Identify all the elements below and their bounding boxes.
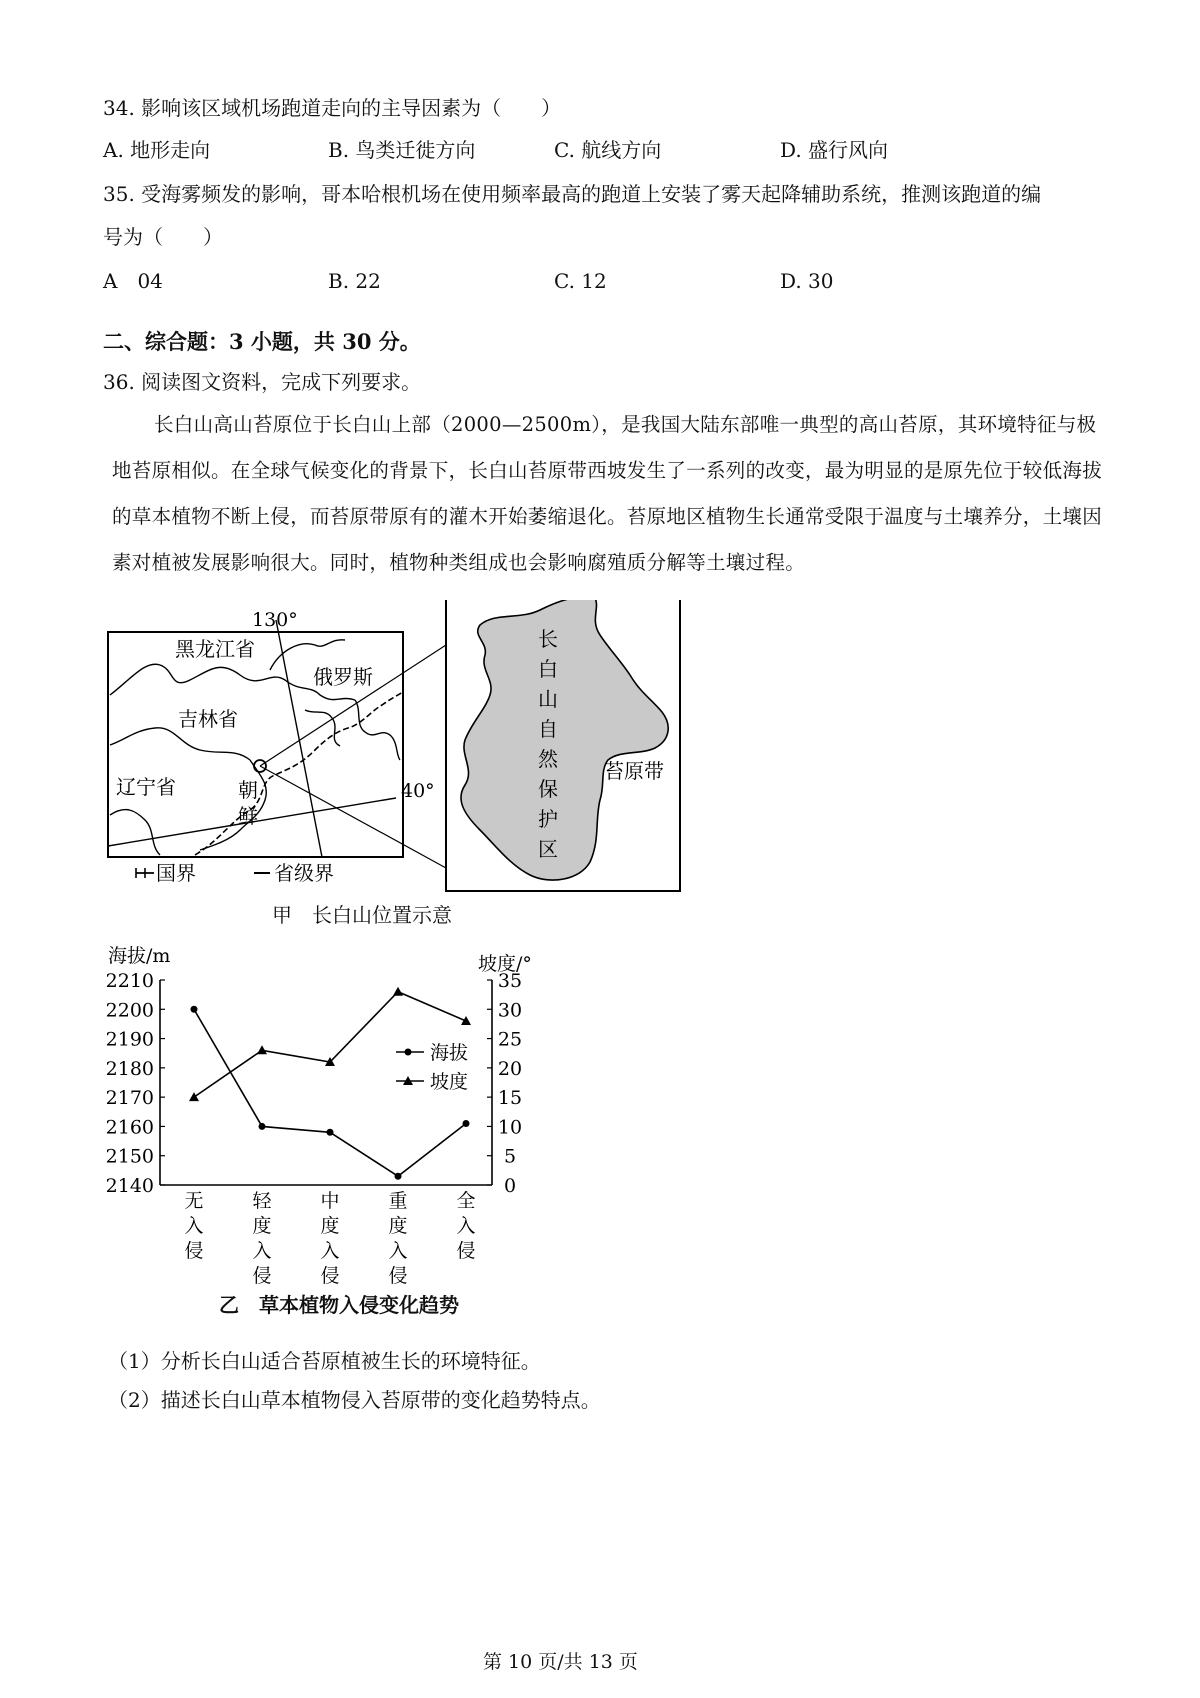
invasion-chart <box>100 940 560 1320</box>
page-footer: 第 10 页/共 13 页 <box>483 1651 638 1673</box>
section-title: 二、综合题：3 小题，共 30 分。 <box>103 329 421 354</box>
right-tick-label: 10 <box>497 1116 523 1139</box>
series-line-circle <box>194 1009 469 1176</box>
category-label: 侵 <box>184 1240 204 1262</box>
right-tick-label: 25 <box>497 1028 523 1051</box>
series-line-triangle <box>194 992 469 1097</box>
point-slope <box>461 1016 471 1025</box>
svg-text:长: 长 <box>538 627 558 651</box>
category-label: 侵 <box>252 1265 272 1287</box>
svg-text:区: 区 <box>538 837 558 861</box>
category-label: 侵 <box>388 1265 408 1287</box>
right-tick-label: 20 <box>497 1057 523 1080</box>
chart-caption: 乙 草本植物入侵变化趋势 <box>219 1293 459 1317</box>
location-map <box>100 600 700 930</box>
left-tick-label: 2160 <box>105 1116 154 1139</box>
q34-stem: 34. 影响该区域机场跑道走向的主导因素为（ ） <box>103 96 562 120</box>
q35-option-b: B. 22 <box>328 269 381 293</box>
map-caption: 甲 长白山位置示意 <box>272 903 452 927</box>
legend-province: 省级界 <box>274 861 334 885</box>
left-tick-label: 2190 <box>105 1028 154 1051</box>
right-tick-label: 0 <box>503 1175 517 1197</box>
right-tick-label: 30 <box>497 999 523 1022</box>
category-label: 侵 <box>456 1240 476 1262</box>
q36-stem: 36. 阅读图文资料，完成下列要求。 <box>103 370 422 394</box>
right-axis-label: 坡度/° <box>478 953 532 975</box>
left-tick-label: 2140 <box>105 1175 154 1197</box>
region-korea-2: 鲜 <box>238 804 258 828</box>
q36-paragraph: 长白山高山苔原位于长白山上部（2000—2500m），是我国大陆东部唯一典型的高山苔原，其环境特征与极地苔原相似。在全球气候变化的背景下，长白山苔原带西坡发生了一系列的改变，最为明显的是原先位于较低海拔的草本植物不断上侵，而苔原带原有的灌木开始萎缩退化。苔原地区植物生长通常受限于温度与土壤养分，土壤因素对植被发展影响很大。同时，植物种类组成也会影响腐殖质分解等土壤过程。 <box>112 413 1103 574</box>
region-korea-1: 朝 <box>238 778 258 802</box>
right-tick-label: 35 <box>497 970 523 992</box>
point-altitude <box>463 1120 470 1127</box>
left-tick-label: 2210 <box>105 970 154 992</box>
tundra-label: 苔原带 <box>604 759 664 783</box>
category-label: 度 <box>388 1215 408 1237</box>
point-altitude <box>395 1173 402 1180</box>
region-russia: 俄罗斯 <box>313 665 373 689</box>
q35-option-a: A 04 <box>103 269 163 293</box>
region-liaoning: 辽宁省 <box>116 775 176 799</box>
q35-option-d: D. 30 <box>780 269 834 293</box>
left-tick-label: 2200 <box>105 999 154 1022</box>
svg-text:白: 白 <box>538 657 558 681</box>
category-label: 全 <box>456 1190 476 1212</box>
point-slope <box>393 987 403 996</box>
legend-label-slope: 坡度 <box>430 1071 469 1093</box>
left-tick-label: 2180 <box>105 1057 154 1080</box>
point-altitude <box>327 1129 334 1136</box>
left-tick-label: 2150 <box>105 1145 154 1168</box>
category-label: 度 <box>320 1215 340 1237</box>
svg-text:保: 保 <box>538 777 558 801</box>
right-tick-label: 15 <box>497 1087 523 1110</box>
category-label: 入 <box>388 1240 408 1262</box>
category-label: 入 <box>252 1240 272 1262</box>
category-label: 侵 <box>320 1265 340 1287</box>
left-tick-label: 2170 <box>105 1087 154 1110</box>
point-altitude <box>259 1123 266 1130</box>
category-label: 重 <box>388 1190 408 1212</box>
point-slope <box>189 1092 199 1101</box>
point-slope <box>257 1045 267 1054</box>
category-label: 度 <box>252 1215 272 1237</box>
svg-text:自: 自 <box>538 717 558 741</box>
map-legend <box>136 861 334 885</box>
region-heilongjiang: 黑龙江省 <box>175 637 255 661</box>
q34-option-b: B. 鸟类迁徙方向 <box>328 138 476 162</box>
lat-label: 40° <box>401 780 435 802</box>
q36-sub2: （2）描述长白山草本植物侵入苔原带的变化趋势特点。 <box>108 1388 601 1412</box>
left-axis-label: 海拔/m <box>108 945 171 967</box>
legend-marker-altitude <box>405 1049 412 1056</box>
category-label: 无 <box>184 1190 204 1212</box>
q35-option-c: C. 12 <box>554 269 607 293</box>
svg-text:护: 护 <box>538 807 558 831</box>
category-label: 中 <box>320 1190 340 1212</box>
legend-label-altitude: 海拔 <box>430 1042 469 1064</box>
q36-sub1: （1）分析长白山适合苔原植被生长的环境特征。 <box>108 1349 541 1373</box>
region-jilin: 吉林省 <box>178 707 238 731</box>
point-altitude <box>191 1006 198 1013</box>
category-label: 入 <box>184 1215 204 1237</box>
legend-border: 国界 <box>156 861 196 885</box>
q34-option-c: C. 航线方向 <box>554 138 662 162</box>
category-label: 入 <box>456 1215 476 1237</box>
lon-label: 130° <box>252 609 298 631</box>
right-tick-label: 5 <box>503 1145 517 1168</box>
q34-option-a: A. 地形走向 <box>103 138 211 162</box>
q35-stem-line1: 35. 受海雾频发的影响，哥本哈根机场在使用频率最高的跑道上安装了雾天起降辅助系统，推测该跑道的编 <box>103 182 1042 206</box>
svg-text:山: 山 <box>538 687 558 711</box>
q35-stem-line2: 号为（ ） <box>103 225 223 249</box>
q34-option-d: D. 盛行风向 <box>780 138 889 162</box>
svg-text:然: 然 <box>538 747 558 771</box>
category-label: 入 <box>320 1240 340 1262</box>
category-label: 轻 <box>252 1190 272 1212</box>
